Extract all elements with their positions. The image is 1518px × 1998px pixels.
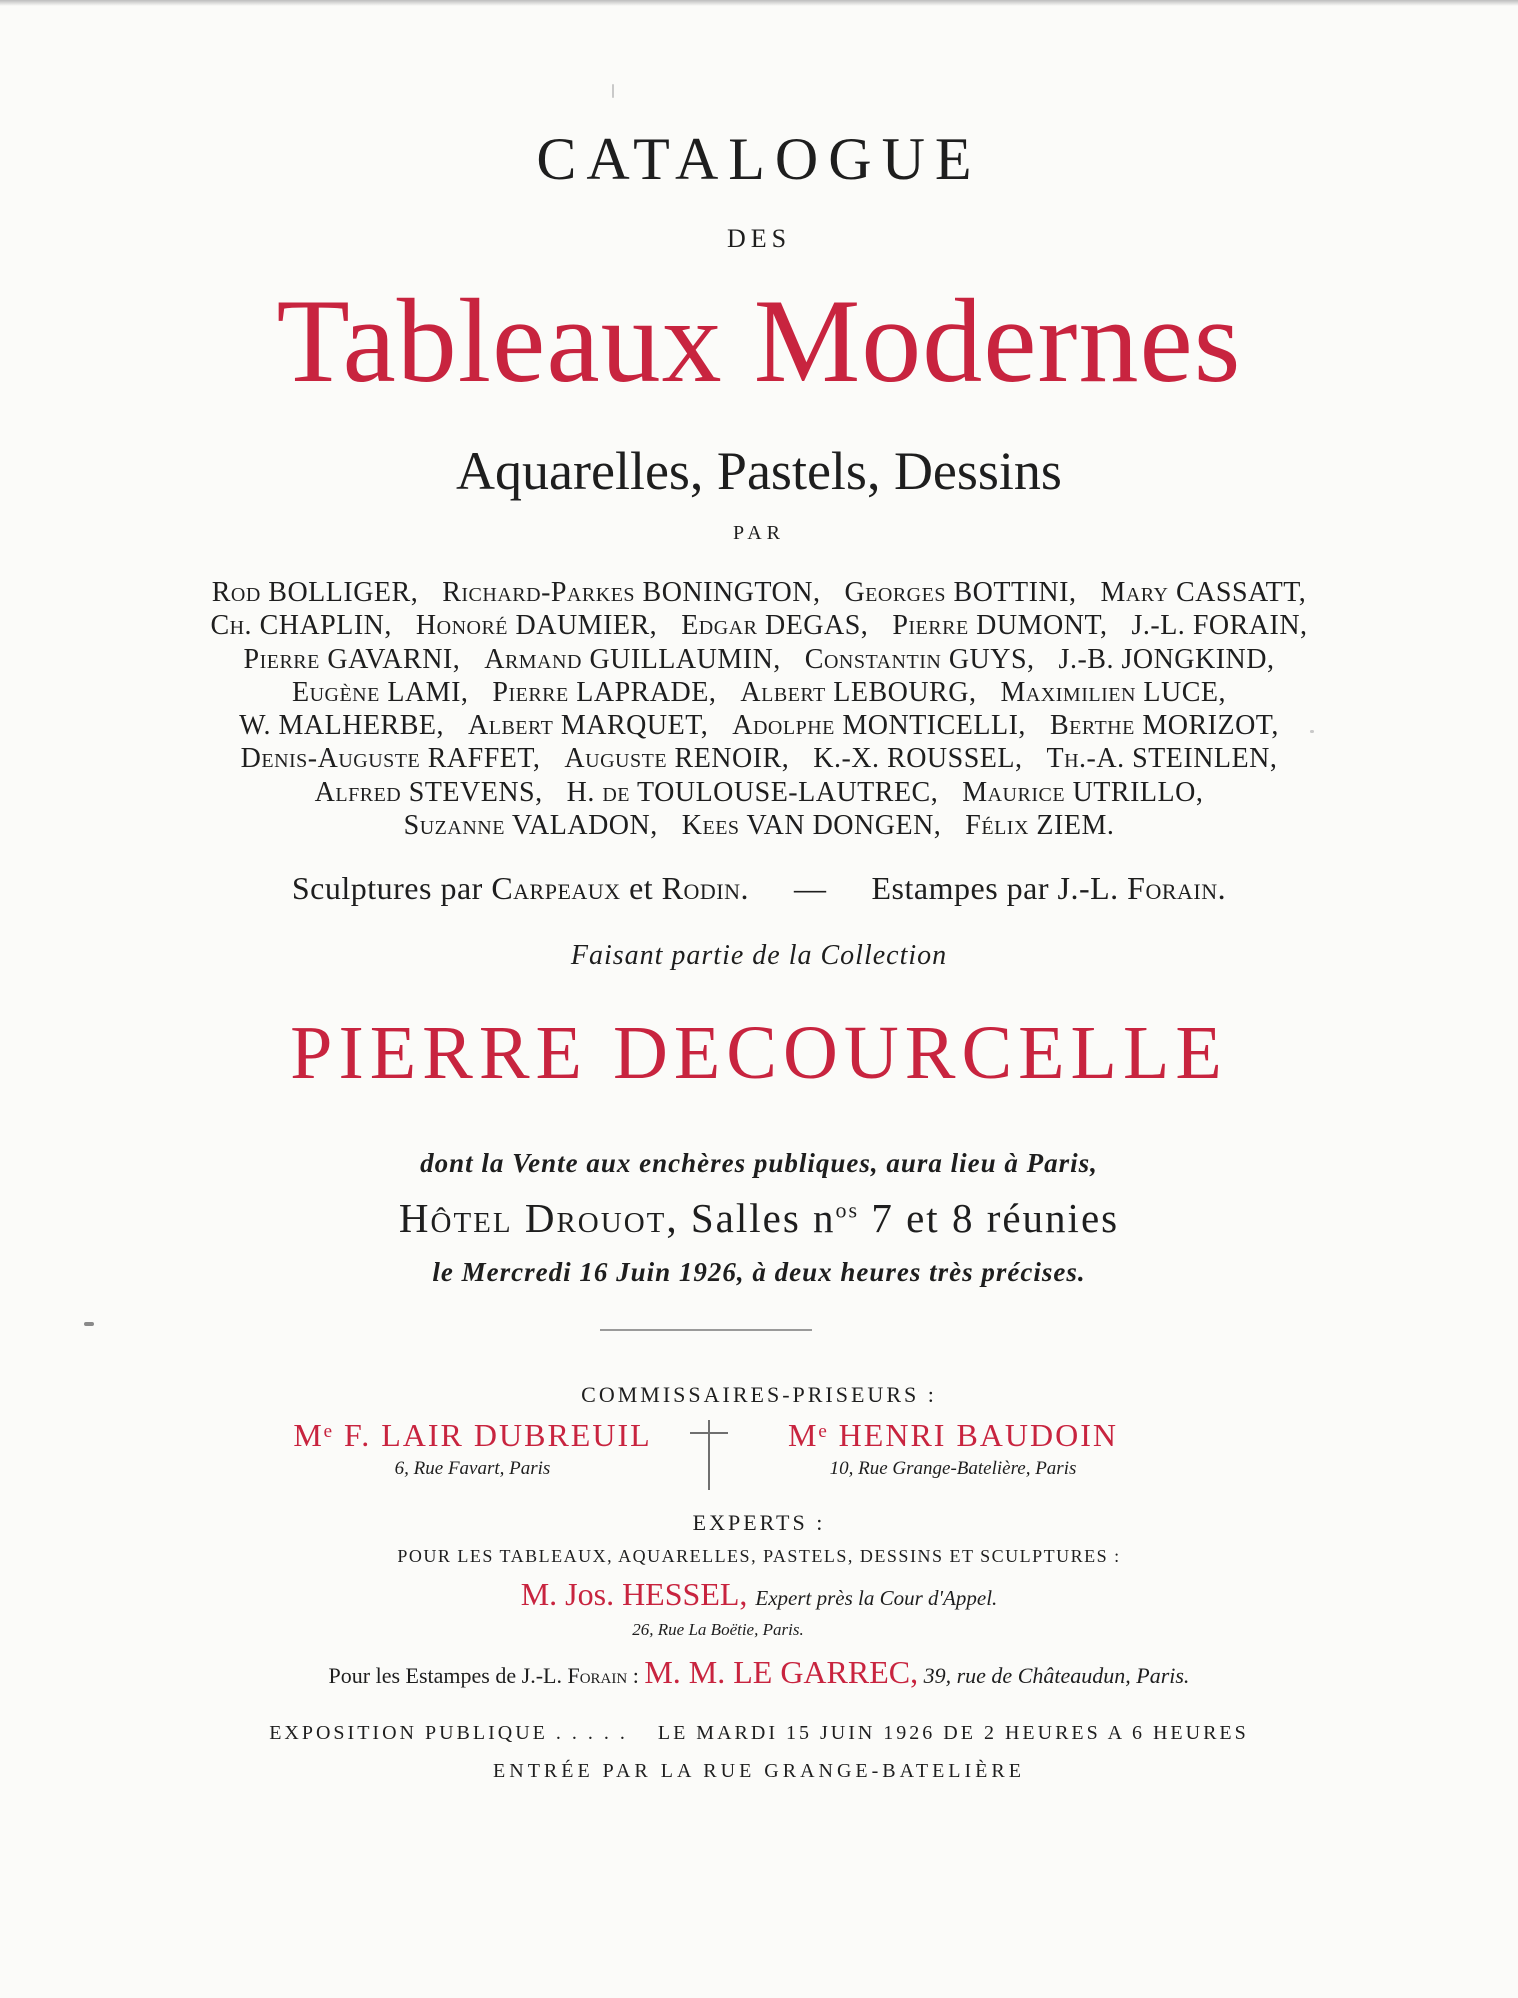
artist-first-name: Georges xyxy=(844,577,946,608)
artist-last-name: VALADON, xyxy=(511,810,658,842)
artist-entry xyxy=(813,742,1022,775)
forain-artist: J.-L. Forain : xyxy=(521,1663,639,1688)
artist-last-name: LAPRADE, xyxy=(576,676,717,708)
paper-speck xyxy=(612,84,614,98)
artist-row xyxy=(0,776,1518,809)
sculptor-rodin: Rodin. xyxy=(661,870,749,906)
artist-first-name: Albert xyxy=(740,676,826,708)
main-title: Tableaux Modernes xyxy=(276,274,1242,407)
artist-first-name: Maurice xyxy=(962,776,1066,808)
artist-entry xyxy=(239,709,444,742)
sculptor-carpeaux: Carpeaux xyxy=(491,870,621,906)
artist-first-name: Auguste xyxy=(564,743,668,775)
artist-last-name: ROUSSEL, xyxy=(887,743,1023,775)
commissaire-right xyxy=(718,1417,1188,1480)
commissaire-right-address: 10, Rue Grange-Batelière, Paris xyxy=(829,1458,1077,1479)
artist-entry xyxy=(732,709,1026,742)
artist-first-name: Pierre xyxy=(492,676,569,708)
artist-first-name: J.-L. xyxy=(1131,610,1186,642)
artist-entry xyxy=(484,643,781,676)
garrec-name: M. M. LE GARREC, xyxy=(644,1654,919,1690)
artist-last-name: DEGAS, xyxy=(764,610,869,642)
artist-first-name: Félix xyxy=(965,810,1029,842)
paper-speck xyxy=(1310,730,1314,733)
artist-first-name: Edgar xyxy=(681,610,758,642)
salles-pre: Salles n xyxy=(690,1195,836,1241)
artist-last-name: MARQUET, xyxy=(560,710,709,742)
des-word: DES xyxy=(726,224,792,253)
artist-entry xyxy=(965,809,1114,842)
artist-row xyxy=(0,709,1518,742)
artist-entry xyxy=(1000,676,1226,709)
artist-last-name: BONINGTON, xyxy=(642,577,821,608)
hessel-address: 26, Rue La Boëtie, Paris. xyxy=(632,1620,804,1639)
artist-last-name: CASSATT, xyxy=(1175,577,1307,608)
exhibition-when: LE MARDI 15 JUIN 1926 DE 2 HEURES A 6 HEURES xyxy=(657,1722,1249,1744)
artist-first-name: Adolphe xyxy=(732,710,835,742)
artist-first-name: Richard-Parkes xyxy=(442,577,636,608)
artist-entry xyxy=(805,643,1035,676)
artist-first-name: Constantin xyxy=(804,643,942,675)
artist-last-name: MORIZOT, xyxy=(1142,710,1279,742)
artist-first-name: Eugène xyxy=(291,676,380,708)
artist-entry xyxy=(416,609,657,642)
sculptures-line xyxy=(0,870,1518,907)
par-word: PAR xyxy=(732,522,786,544)
artist-first-name: W. xyxy=(239,710,272,742)
artist-last-name: JONGKIND, xyxy=(1121,643,1275,675)
experts-scope: POUR LES TABLEAUX, AQUARELLES, PASTELS, DESSINS ET SCULPTURES : xyxy=(397,1546,1121,1566)
artist-first-name: Maximilien xyxy=(1000,676,1136,708)
artist-first-name: Berthe xyxy=(1049,710,1135,742)
artist-row xyxy=(0,676,1518,709)
artist-last-name: LEBOURG, xyxy=(833,676,977,708)
artist-entry xyxy=(681,609,868,642)
artist-first-name: Albert xyxy=(468,710,554,742)
artist-last-name: DAUMIER, xyxy=(515,610,658,642)
artist-entry xyxy=(1050,709,1279,742)
sale-announcement: dont la Vente aux enchères publiques, aura lieu à Paris, xyxy=(420,1148,1098,1178)
collection-intro: Faisant partie de la Collection xyxy=(570,940,948,971)
commissaire-right-name: Mᵉ HENRI BAUDOIN xyxy=(788,1417,1118,1453)
expert-hessel xyxy=(0,1576,1518,1613)
separator-rule xyxy=(600,1329,812,1331)
artist-last-name: LUCE, xyxy=(1143,676,1227,708)
artist-entry xyxy=(564,742,789,775)
artist-first-name: Pierre xyxy=(243,643,320,675)
paper-speck xyxy=(84,1322,94,1326)
estampes-prefix: Estampes par xyxy=(871,870,1049,906)
exhibition-label: EXPOSITION PUBLIQUE . . . . . xyxy=(269,1722,628,1744)
artist-row xyxy=(0,742,1518,775)
artist-entry xyxy=(241,742,541,775)
artist-first-name: Kees xyxy=(681,810,740,842)
artist-entry xyxy=(682,809,942,842)
artist-last-name: RENOIR, xyxy=(674,743,790,775)
sale-date: le Mercredi 16 Juin 1926, à deux heures très précises. xyxy=(432,1257,1086,1287)
forain-prefix: Pour les Estampes de xyxy=(328,1663,517,1688)
commissaires-label: COMMISSAIRES-PRISEURS : xyxy=(581,1382,937,1407)
exhibition-entrance: ENTRÉE PAR LA RUE GRANGE-BATELIÈRE xyxy=(493,1760,1025,1782)
artist-entry xyxy=(1100,576,1306,609)
artist-entry xyxy=(892,609,1107,642)
artist-list xyxy=(0,576,1518,842)
artist-last-name: VAN DONGEN, xyxy=(746,810,942,842)
artist-last-name: GUYS, xyxy=(948,643,1035,675)
artist-entry xyxy=(1131,609,1307,642)
artist-first-name: Ch. xyxy=(210,610,253,642)
salles-sup: os xyxy=(835,1197,860,1223)
artist-first-name: Suzanne xyxy=(403,810,505,842)
commissaire-left-name: Mᵉ F. LAIR DUBREUIL xyxy=(293,1417,652,1453)
artist-row xyxy=(0,609,1518,642)
artist-entry xyxy=(567,776,939,809)
artist-first-name: Pierre xyxy=(892,610,969,642)
exhibition-line xyxy=(0,1722,1518,1745)
artist-last-name: DUMONT, xyxy=(976,610,1108,642)
artist-last-name: LAMI, xyxy=(387,676,469,708)
sculptures-prefix: Sculptures par xyxy=(291,870,483,906)
artist-entry xyxy=(740,676,976,709)
venue-name: Hôtel Drouot, xyxy=(398,1195,679,1241)
scan-edge xyxy=(0,0,1518,6)
commissaire-left-address: 6, Rue Favart, Paris xyxy=(394,1458,551,1479)
artist-last-name: MONTICELLI, xyxy=(842,710,1026,742)
artist-last-name: RAFFET, xyxy=(427,743,541,775)
commissaire-left xyxy=(240,1417,705,1480)
artist-last-name: BOLLIGER, xyxy=(268,577,419,608)
estampes-artist: J.-L. Forain. xyxy=(1057,870,1227,906)
artist-first-name: Denis-Auguste xyxy=(240,743,421,775)
artist-first-name: Honoré xyxy=(415,610,509,642)
artist-entry xyxy=(244,643,461,676)
artist-first-name: K.-X. xyxy=(813,743,880,775)
artist-last-name: BOTTINI, xyxy=(953,577,1077,608)
artist-entry xyxy=(1059,643,1275,676)
artist-last-name: STEVENS, xyxy=(408,776,543,808)
artist-last-name: MALHERBE, xyxy=(278,710,445,742)
artist-entry xyxy=(442,576,820,609)
artist-first-name: Rod xyxy=(211,577,261,608)
artist-entry xyxy=(292,676,468,709)
experts-label: EXPERTS : xyxy=(692,1510,826,1535)
artist-row xyxy=(0,809,1518,842)
artist-entry xyxy=(315,776,543,809)
artist-entry xyxy=(212,576,419,609)
commissaire-divider xyxy=(708,1420,710,1490)
sale-venue xyxy=(0,1194,1518,1242)
artist-row xyxy=(0,576,1518,609)
artist-entry xyxy=(468,709,708,742)
garrec-address: 39, rue de Châteaudun, Paris. xyxy=(923,1663,1190,1688)
expert-estampes xyxy=(0,1654,1518,1691)
artist-entry xyxy=(404,809,658,842)
salles-post: 7 et 8 réunies xyxy=(871,1195,1120,1241)
artist-first-name: Mary xyxy=(1100,577,1169,608)
artist-first-name: H. de xyxy=(566,776,631,808)
artist-last-name: UTRILLO, xyxy=(1072,776,1204,808)
collection-owner: PIERRE DECOURCELLE xyxy=(290,1011,1228,1095)
artist-first-name: Armand xyxy=(484,643,582,675)
artist-last-name: CHAPLIN, xyxy=(259,610,392,642)
sculptures-et: et xyxy=(629,870,654,906)
artist-entry xyxy=(492,676,716,709)
artist-last-name: GUILLAUMIN, xyxy=(589,643,781,675)
artist-entry xyxy=(962,776,1203,809)
artist-first-name: Th.-A. xyxy=(1046,743,1125,775)
artist-last-name: TOULOUSE-LAUTREC, xyxy=(637,776,939,808)
artist-entry xyxy=(844,576,1076,609)
artist-last-name: FORAIN, xyxy=(1192,610,1308,642)
artist-row xyxy=(0,643,1518,676)
artist-last-name: ZIEM. xyxy=(1036,810,1115,842)
artist-first-name: J.-B. xyxy=(1058,643,1114,675)
artist-last-name: STEINLEN, xyxy=(1132,743,1278,775)
artist-first-name: Alfred xyxy=(314,776,402,808)
em-dash: — xyxy=(794,870,827,906)
subtitle: Aquarelles, Pastels, Dessins xyxy=(456,441,1062,501)
hessel-name: M. Jos. HESSEL, xyxy=(520,1576,748,1612)
hessel-title: Expert près la Cour d'Appel. xyxy=(755,1586,998,1610)
catalogue-heading: CATALOGUE xyxy=(536,126,982,192)
artist-last-name: GAVARNI, xyxy=(327,643,461,675)
artist-entry xyxy=(1047,742,1278,775)
artist-entry xyxy=(210,609,391,642)
